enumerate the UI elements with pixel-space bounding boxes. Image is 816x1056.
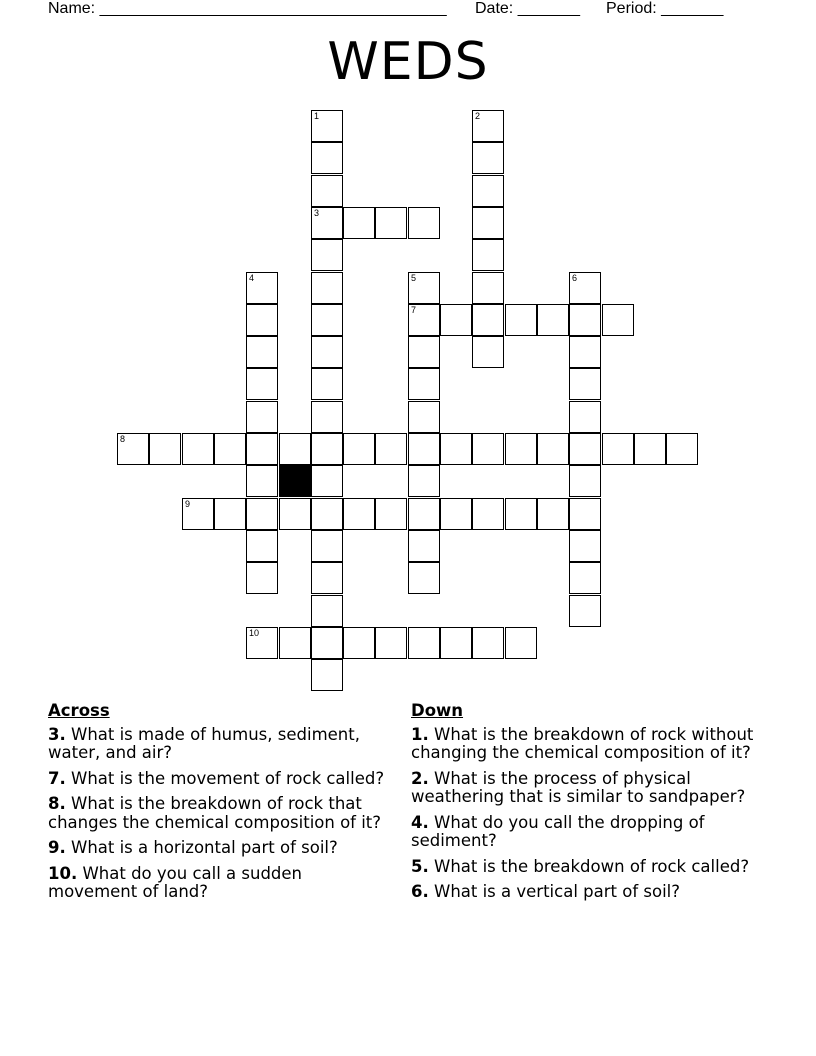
grid-cell[interactable]: [408, 530, 440, 562]
grid-cell[interactable]: [602, 304, 634, 336]
grid-cell[interactable]: [569, 272, 601, 304]
grid-cell[interactable]: [440, 627, 472, 659]
black-cell: [279, 465, 311, 497]
grid-cell[interactable]: [472, 239, 504, 271]
grid-cell[interactable]: [569, 368, 601, 400]
grid-cell[interactable]: [472, 142, 504, 174]
clue-text: What do you call the dropping of sediment?: [411, 812, 705, 850]
grid-cell[interactable]: [311, 401, 343, 433]
grid-cell[interactable]: [246, 498, 278, 530]
clue-number-label: 9: [185, 499, 191, 509]
grid-cell[interactable]: [246, 272, 278, 304]
clue-number-label: 6: [572, 273, 578, 283]
grid-cell[interactable]: [343, 627, 375, 659]
clue-number-label: 5: [411, 273, 417, 283]
clue-number: 9.: [48, 838, 66, 857]
grid-cell[interactable]: [279, 433, 311, 465]
grid-cell[interactable]: [537, 498, 569, 530]
clue-across-8: [48, 795, 393, 832]
clue-across-9: [48, 839, 393, 858]
clue-number-label: 10: [249, 628, 260, 638]
grid-cell[interactable]: [246, 433, 278, 465]
grid-cell[interactable]: [440, 498, 472, 530]
grid-cell[interactable]: [117, 433, 149, 465]
grid-cell[interactable]: [569, 336, 601, 368]
grid-cell[interactable]: [311, 142, 343, 174]
grid-cell[interactable]: [634, 433, 666, 465]
clue-text: What is the breakdown of rock that changes the chemical composition of it?: [48, 794, 382, 832]
grid-cell[interactable]: [343, 433, 375, 465]
grid-cell[interactable]: [311, 110, 343, 142]
grid-cell[interactable]: [311, 175, 343, 207]
grid-cell[interactable]: [408, 368, 440, 400]
clue-text: What is the breakdown of rock called?: [434, 856, 750, 876]
clue-down-6: [411, 883, 756, 902]
grid-cell[interactable]: [246, 530, 278, 562]
grid-cell[interactable]: [311, 498, 343, 530]
grid-cell[interactable]: [214, 433, 246, 465]
clue-number-label: 4: [249, 273, 255, 283]
grid-cell[interactable]: [311, 659, 343, 691]
across-heading: Across: [48, 701, 110, 720]
grid-cell[interactable]: [214, 498, 246, 530]
grid-cell[interactable]: [311, 272, 343, 304]
grid-cell[interactable]: [505, 304, 537, 336]
grid-cell[interactable]: [343, 498, 375, 530]
down-clues: [411, 702, 756, 909]
date-field-label[interactable]: Date: _______: [475, 0, 580, 17]
grid-cell[interactable]: [472, 433, 504, 465]
grid-cell[interactable]: [472, 272, 504, 304]
grid-cell[interactable]: [440, 304, 472, 336]
clue-number: 5.: [411, 856, 429, 876]
grid-cell[interactable]: [279, 498, 311, 530]
clue-number: 7.: [48, 768, 66, 788]
grid-cell[interactable]: [505, 498, 537, 530]
clue-text: What is made of humus, sediment, water, and air?: [48, 724, 360, 762]
grid-cell[interactable]: [666, 433, 698, 465]
grid-cell[interactable]: [569, 562, 601, 594]
grid-cell[interactable]: [472, 498, 504, 530]
grid-cell[interactable]: [279, 627, 311, 659]
grid-cell[interactable]: [246, 562, 278, 594]
grid-cell[interactable]: [569, 304, 601, 336]
grid-cell[interactable]: [569, 433, 601, 465]
grid-cell[interactable]: [472, 304, 504, 336]
grid-cell[interactable]: [408, 562, 440, 594]
clue-across-3: [48, 726, 393, 763]
grid-cell[interactable]: [311, 239, 343, 271]
grid-cell[interactable]: [408, 401, 440, 433]
grid-cell[interactable]: [505, 433, 537, 465]
across-clues: [48, 702, 393, 909]
grid-cell[interactable]: [440, 433, 472, 465]
grid-cell[interactable]: [149, 433, 181, 465]
grid-cell[interactable]: [246, 336, 278, 368]
clue-number: 4.: [411, 812, 429, 832]
grid-cell[interactable]: [408, 433, 440, 465]
grid-cell[interactable]: [246, 401, 278, 433]
period-field-label[interactable]: Period: _______: [606, 0, 724, 17]
grid-cell[interactable]: [569, 465, 601, 497]
grid-cell[interactable]: [472, 336, 504, 368]
clue-number: 6.: [411, 882, 429, 901]
grid-cell[interactable]: [246, 368, 278, 400]
grid-cell[interactable]: [408, 465, 440, 497]
grid-cell[interactable]: [246, 627, 278, 659]
grid-cell[interactable]: [408, 627, 440, 659]
down-heading: Down: [411, 701, 464, 720]
grid-cell[interactable]: [311, 433, 343, 465]
grid-cell[interactable]: [537, 433, 569, 465]
grid-cell[interactable]: [537, 304, 569, 336]
grid-cell[interactable]: [246, 304, 278, 336]
clue-number-label: 7: [411, 305, 417, 315]
clue-number: 1.: [411, 724, 429, 744]
grid-cell[interactable]: [311, 368, 343, 400]
grid-cell[interactable]: [311, 336, 343, 368]
grid-cell[interactable]: [472, 110, 504, 142]
clue-number: 2.: [411, 768, 429, 788]
grid-cell[interactable]: [505, 627, 537, 659]
clue-number-label: 1: [314, 111, 320, 121]
grid-cell[interactable]: [182, 498, 214, 530]
clue-down-4: [411, 814, 756, 851]
clue-text: What is a vertical part of soil?: [434, 882, 680, 901]
grid-cell[interactable]: [408, 336, 440, 368]
clue-text: What is the process of physical weathering that is similar to sandpaper?: [411, 768, 746, 806]
grid-cell[interactable]: [311, 627, 343, 659]
grid-cell[interactable]: [311, 465, 343, 497]
grid-cell[interactable]: [375, 433, 407, 465]
clue-number-label: 2: [475, 111, 481, 121]
clue-text: What do you call a sudden movement of land?: [48, 863, 303, 901]
clue-across-7: [48, 770, 393, 789]
clue-text: What is the breakdown of rock without changing the chemical composition of it?: [411, 724, 754, 762]
clue-down-2: [411, 770, 756, 807]
clue-number: 8.: [48, 794, 66, 813]
grid-cell[interactable]: [472, 207, 504, 239]
clue-down-1: [411, 726, 756, 763]
grid-cell[interactable]: [569, 595, 601, 627]
puzzle-title: WEDS: [327, 32, 489, 92]
grid-cell[interactable]: [311, 595, 343, 627]
clue-across-10: [48, 865, 393, 902]
grid-cell[interactable]: [311, 562, 343, 594]
grid-cell[interactable]: [408, 498, 440, 530]
grid-cell[interactable]: [311, 530, 343, 562]
clue-text: What is the movement of rock called?: [71, 768, 385, 788]
grid-cell[interactable]: [182, 433, 214, 465]
grid-cell[interactable]: [246, 465, 278, 497]
grid-cell[interactable]: [375, 498, 407, 530]
grid-cell[interactable]: [408, 304, 440, 336]
clue-number-label: 8: [120, 434, 126, 444]
grid-cell[interactable]: [343, 207, 375, 239]
clue-text: What is a horizontal part of soil?: [71, 838, 338, 857]
grid-cell[interactable]: [311, 304, 343, 336]
grid-cell[interactable]: [569, 530, 601, 562]
grid-cell[interactable]: [375, 207, 407, 239]
grid-cell[interactable]: [311, 207, 343, 239]
clue-number-label: 3: [314, 208, 320, 218]
clue-down-5: [411, 858, 756, 877]
grid-cell[interactable]: [569, 401, 601, 433]
grid-cell[interactable]: [602, 433, 634, 465]
clue-number: 10.: [48, 863, 78, 883]
grid-cell[interactable]: [472, 175, 504, 207]
grid-cell[interactable]: [408, 272, 440, 304]
grid-cell[interactable]: [375, 627, 407, 659]
name-field-label[interactable]: Name: _______________________________________: [48, 0, 447, 17]
clue-number: 3.: [48, 724, 66, 744]
grid-cell[interactable]: [408, 207, 440, 239]
grid-cell[interactable]: [569, 498, 601, 530]
grid-cell[interactable]: [472, 627, 504, 659]
